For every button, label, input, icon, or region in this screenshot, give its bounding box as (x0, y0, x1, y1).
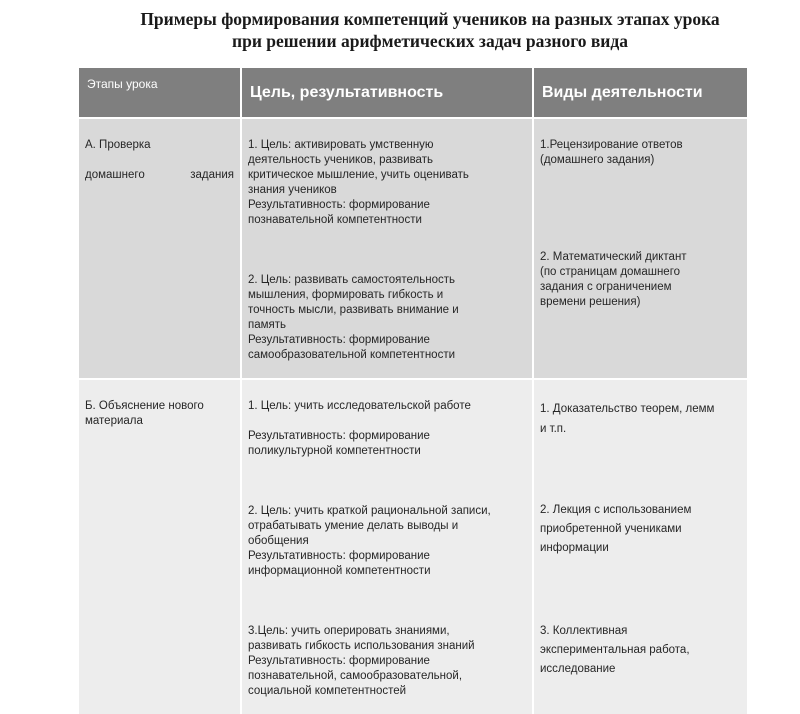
stage-cell (79, 379, 241, 714)
page-title-line-2: при решении арифметических задач разного вида (232, 31, 628, 51)
goal-cell (241, 118, 533, 379)
competencies-table (79, 68, 747, 714)
stage-word: задания (190, 169, 234, 181)
page-title (60, 8, 800, 52)
activity-item: 1. Доказательство теорем, лемм и т.п. (540, 403, 715, 435)
activities-cell (533, 118, 747, 379)
page-title-line-1: Примеры формирования компетенций учеников на разных этапах урока (140, 9, 720, 29)
goal-item: 2. Цель: развивать самостоятельность мышления, формировать гибкость и точность мысли, развивать внимание и память Результативность: формирование самообразовательной компетентности (248, 274, 459, 361)
stage-label-line: А. Проверка (85, 139, 151, 151)
table-row (79, 379, 747, 714)
activity-item: 2. Математический диктант (по страницам домашнего задания с ограничением времени решения) (540, 251, 687, 308)
stage-label-line (85, 168, 234, 183)
activity-item: 1.Рецензирование ответов (домашнего задания) (540, 139, 683, 166)
goal-cell (241, 379, 533, 714)
goal-item: 2. Цель: учить краткой рациональной записи, отрабатывать умение делать выводы и обобщения Результативность: формирование информационной компетентности (248, 505, 491, 577)
goal-item: 1. Цель: учить исследовательской работе Результативность: формирование поликультурной компетентности (248, 400, 471, 457)
activities-cell (533, 379, 747, 714)
table-row (79, 118, 747, 379)
header-goal: Цель, результативность (241, 68, 533, 118)
stage-word: домашнего (85, 169, 145, 181)
goal-item: 3.Цель: учить оперировать знаниями, развивать гибкость использования знаний Результативность: формирование познавательной, самообразовательной, социальной компетентностей (248, 625, 475, 697)
stage-label: Б. Объяснение нового материала (85, 400, 204, 427)
header-activities: Виды деятельности (533, 68, 747, 118)
stage-cell (79, 118, 241, 379)
goal-item: 1. Цель: активировать умственную деятельность учеников, развивать критическое мышление, учить оценивать знания учеников Результативность: формирование познавательной компетентности (248, 139, 469, 226)
activity-item: 3. Коллективная экспериментальная работа, исследование (540, 625, 690, 675)
header-stages: Этапы урока (79, 68, 241, 118)
activity-item: 2. Лекция с использованием приобретенной учениками информации (540, 504, 692, 554)
table-header-row (79, 68, 747, 118)
